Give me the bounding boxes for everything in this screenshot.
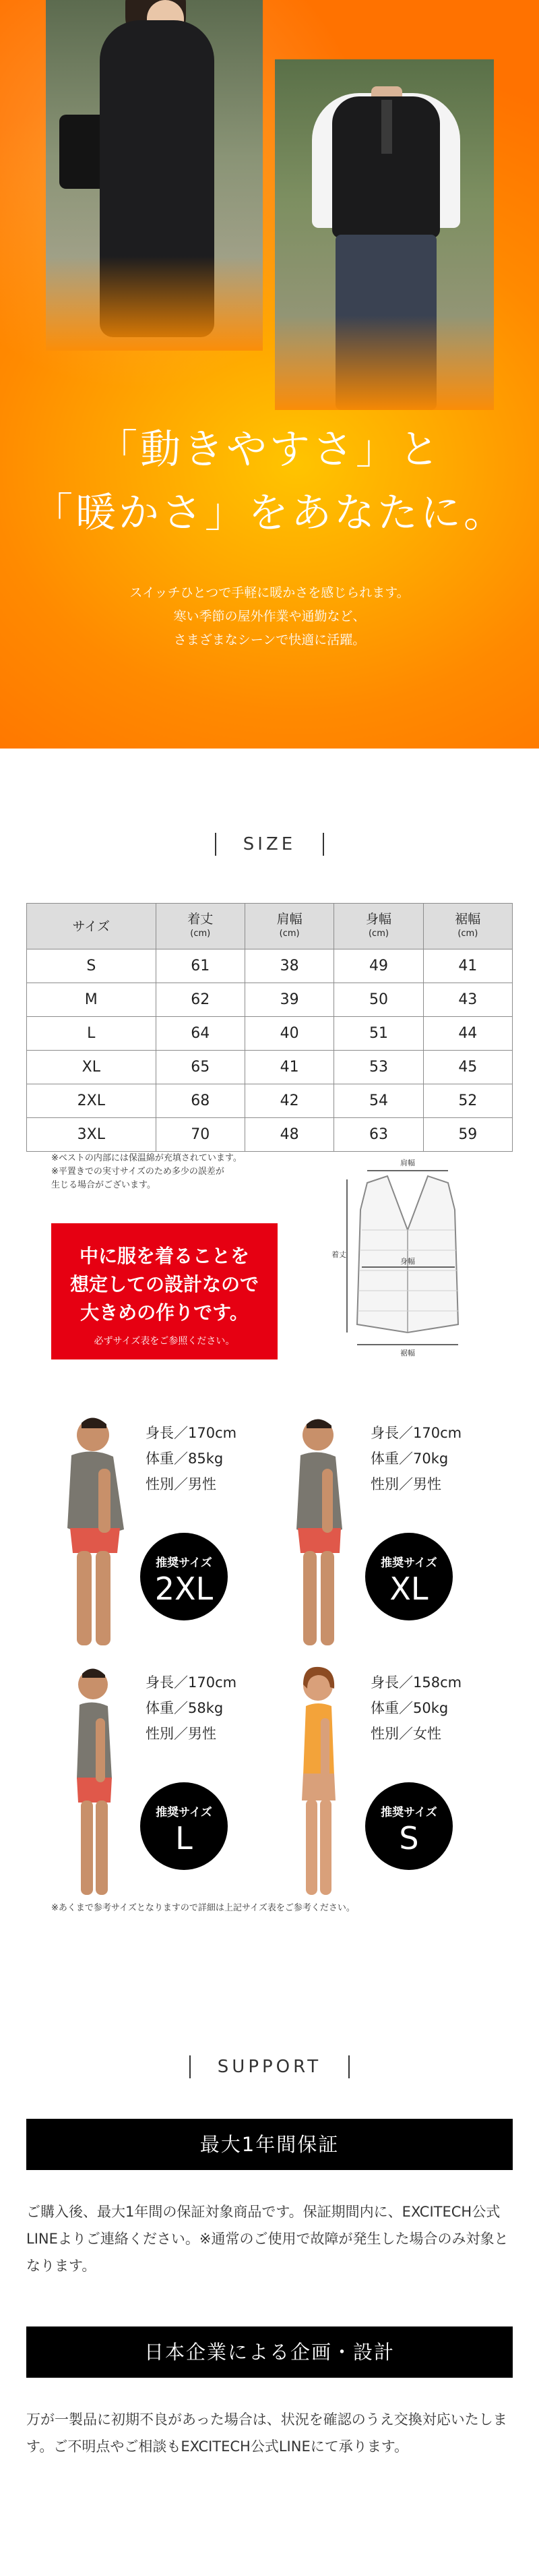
column-header-size: サイズ bbox=[27, 904, 156, 949]
warranty-text: ご購入後、最大1年間の保証対象商品です。保証期間内に、EXCITECH公式LINEよりご連絡ください。※通常のご使用で故障が発生した場合のみ対象となります。 bbox=[26, 2204, 509, 2274]
support-heading bbox=[0, 1927, 539, 2119]
size-recommendation-figures bbox=[0, 1388, 539, 1927]
cell-size: M bbox=[27, 983, 156, 1017]
badge-label: 推奨サイズ bbox=[156, 1556, 212, 1570]
man-tie bbox=[381, 100, 392, 154]
size-heading-text: SIZE bbox=[215, 833, 324, 856]
badge-label: 推奨サイズ bbox=[381, 1806, 437, 1819]
figure-gender: 性別／男性 bbox=[146, 1726, 216, 1742]
notice-line1: 中に服を着ることを bbox=[79, 1245, 249, 1267]
recommended-size-badge bbox=[140, 1533, 228, 1620]
hero-title-line1: 「動きやすさ」と bbox=[97, 426, 442, 473]
heavy-man-figure-icon bbox=[51, 1408, 139, 1658]
figure-specs bbox=[371, 1670, 462, 1747]
figure-card-l bbox=[51, 1658, 294, 1914]
length-label: 着丈 bbox=[331, 1250, 346, 1259]
figure-card-xl bbox=[276, 1408, 519, 1664]
note-line2: ※平置きでの実寸サイズのため多少の誤差が bbox=[51, 1167, 224, 1177]
cell-size: 2XL bbox=[27, 1084, 156, 1118]
size-heading bbox=[0, 749, 539, 903]
cell-length: 65 bbox=[156, 1051, 245, 1084]
medium-man-figure-icon bbox=[276, 1408, 364, 1658]
size-table-header-row bbox=[27, 904, 513, 949]
cell-hem-width: 45 bbox=[423, 1051, 512, 1084]
vest-measurement-diagram bbox=[320, 1156, 495, 1358]
cell-shoulder: 39 bbox=[245, 983, 334, 1017]
figure-specs bbox=[146, 1670, 236, 1747]
size-table bbox=[26, 903, 513, 1152]
badge-size: S bbox=[399, 1820, 419, 1856]
figure-gender: 性別／男性 bbox=[371, 1476, 441, 1492]
cell-size: S bbox=[27, 949, 156, 983]
support-section bbox=[0, 1927, 539, 2541]
column-header-shoulder: 肩幅 (cm) bbox=[245, 904, 334, 949]
notice-line2: 想定しての設計なので bbox=[69, 1273, 259, 1295]
size-notes bbox=[51, 1152, 307, 1192]
woman-figure-icon bbox=[276, 1658, 364, 1907]
hero-title-line2: 「暖かさ」をあなたに。 bbox=[32, 490, 507, 537]
cell-hem-width: 43 bbox=[423, 983, 512, 1017]
table-row bbox=[27, 1051, 513, 1084]
hero-subtitle bbox=[0, 581, 539, 652]
size-section bbox=[0, 749, 539, 1927]
recommended-size-badge bbox=[140, 1782, 228, 1870]
cell-hem-width: 52 bbox=[423, 1084, 512, 1118]
column-header-hem-width: 裾幅 (cm) bbox=[423, 904, 512, 949]
japan-design-title-bar: 日本企業による企画・設計 bbox=[26, 2326, 513, 2378]
table-row bbox=[27, 983, 513, 1017]
cell-size: 3XL bbox=[27, 1118, 156, 1152]
cell-length: 61 bbox=[156, 949, 245, 983]
figure-weight: 体重／70kg bbox=[371, 1451, 449, 1467]
hero-sub-line2: 寒い季節の屋外作業や通勤など、 bbox=[173, 609, 366, 624]
cell-length: 64 bbox=[156, 1017, 245, 1051]
notice-line3: 大きめの作りです。 bbox=[80, 1301, 249, 1324]
table-row bbox=[27, 949, 513, 983]
cell-body-width: 63 bbox=[334, 1118, 423, 1152]
body-width-label: 身幅 bbox=[400, 1257, 415, 1266]
figures-note: ※あくまで参考サイズとなりますので詳細は上記サイズ表をご参考ください。 bbox=[51, 1903, 355, 1913]
table-row bbox=[27, 1118, 513, 1152]
hero-section bbox=[0, 0, 539, 749]
cell-shoulder: 40 bbox=[245, 1017, 334, 1051]
support-heading-text: SUPPORT bbox=[189, 2055, 350, 2078]
cell-shoulder: 41 bbox=[245, 1051, 334, 1084]
shoulder-label: 肩幅 bbox=[400, 1159, 415, 1167]
figure-card-2xl bbox=[51, 1408, 294, 1664]
cell-shoulder: 38 bbox=[245, 949, 334, 983]
badge-label: 推奨サイズ bbox=[156, 1806, 212, 1819]
notice-small-text: 必ずサイズ表をご参照ください。 bbox=[94, 1336, 235, 1347]
column-header-length: 着丈 (cm) bbox=[156, 904, 245, 949]
cell-hem-width: 59 bbox=[423, 1118, 512, 1152]
woman-black-coat bbox=[100, 20, 214, 337]
cell-length: 70 bbox=[156, 1118, 245, 1152]
hem-width-label: 裾幅 bbox=[400, 1349, 415, 1357]
badge-size: XL bbox=[389, 1571, 429, 1607]
cell-shoulder: 48 bbox=[245, 1118, 334, 1152]
table-row bbox=[27, 1017, 513, 1051]
man-pants bbox=[336, 235, 437, 410]
cell-body-width: 53 bbox=[334, 1051, 423, 1084]
recommended-size-badge bbox=[365, 1782, 453, 1870]
cell-size: L bbox=[27, 1017, 156, 1051]
badge-size: L bbox=[175, 1820, 193, 1856]
note-line3: 生じる場合がございます。 bbox=[51, 1180, 156, 1190]
figure-height: 身長／170cm bbox=[146, 1674, 237, 1691]
figure-specs bbox=[371, 1420, 462, 1497]
figure-weight: 体重／58kg bbox=[146, 1700, 224, 1716]
oversize-notice-box bbox=[51, 1223, 278, 1359]
figure-height: 身長／170cm bbox=[371, 1425, 462, 1441]
figure-weight: 体重／85kg bbox=[146, 1451, 224, 1467]
hero-title bbox=[0, 418, 539, 545]
cell-body-width: 51 bbox=[334, 1017, 423, 1051]
cell-size: XL bbox=[27, 1051, 156, 1084]
cell-shoulder: 42 bbox=[245, 1084, 334, 1118]
figure-card-s bbox=[276, 1658, 519, 1914]
japan-design-text: 万が一製品に初期不良があった場合は、状況を確認のうえ交換対応いたします。ご不明点やご相談もEXCITECH公式LINEにて承ります。 bbox=[26, 2411, 507, 2455]
recommended-size-badge bbox=[365, 1533, 453, 1620]
figure-weight: 体重／50kg bbox=[371, 1700, 449, 1716]
cell-hem-width: 44 bbox=[423, 1017, 512, 1051]
hero-sub-line3: さまざまなシーンで快適に活躍。 bbox=[173, 633, 366, 647]
table-row bbox=[27, 1084, 513, 1118]
cell-hem-width: 41 bbox=[423, 949, 512, 983]
size-info-block bbox=[0, 1153, 539, 1361]
man-photo bbox=[275, 59, 494, 410]
figure-gender: 性別／女性 bbox=[371, 1726, 441, 1742]
hero-sub-line1: スイッチひとつで手軽に暖かさを感じられます。 bbox=[129, 585, 410, 600]
cell-length: 62 bbox=[156, 983, 245, 1017]
figure-gender: 性別／男性 bbox=[146, 1476, 216, 1492]
note-line1: ※ベストの内部には保温綿が充填されています。 bbox=[51, 1153, 242, 1163]
figure-height: 身長／158cm bbox=[371, 1674, 462, 1691]
badge-size: 2XL bbox=[154, 1571, 214, 1607]
warranty-title-bar: 最大1年間保証 bbox=[26, 2119, 513, 2170]
badge-label: 推奨サイズ bbox=[381, 1556, 437, 1570]
oversize-notice-text bbox=[51, 1242, 278, 1327]
woman-photo bbox=[46, 0, 263, 351]
figure-height: 身長／170cm bbox=[146, 1425, 237, 1441]
slim-man-figure-icon bbox=[51, 1658, 139, 1907]
cell-body-width: 50 bbox=[334, 983, 423, 1017]
cell-body-width: 54 bbox=[334, 1084, 423, 1118]
cell-body-width: 49 bbox=[334, 949, 423, 983]
column-header-body-width: 身幅 (cm) bbox=[334, 904, 423, 949]
figure-specs bbox=[146, 1420, 236, 1497]
cell-length: 68 bbox=[156, 1084, 245, 1118]
